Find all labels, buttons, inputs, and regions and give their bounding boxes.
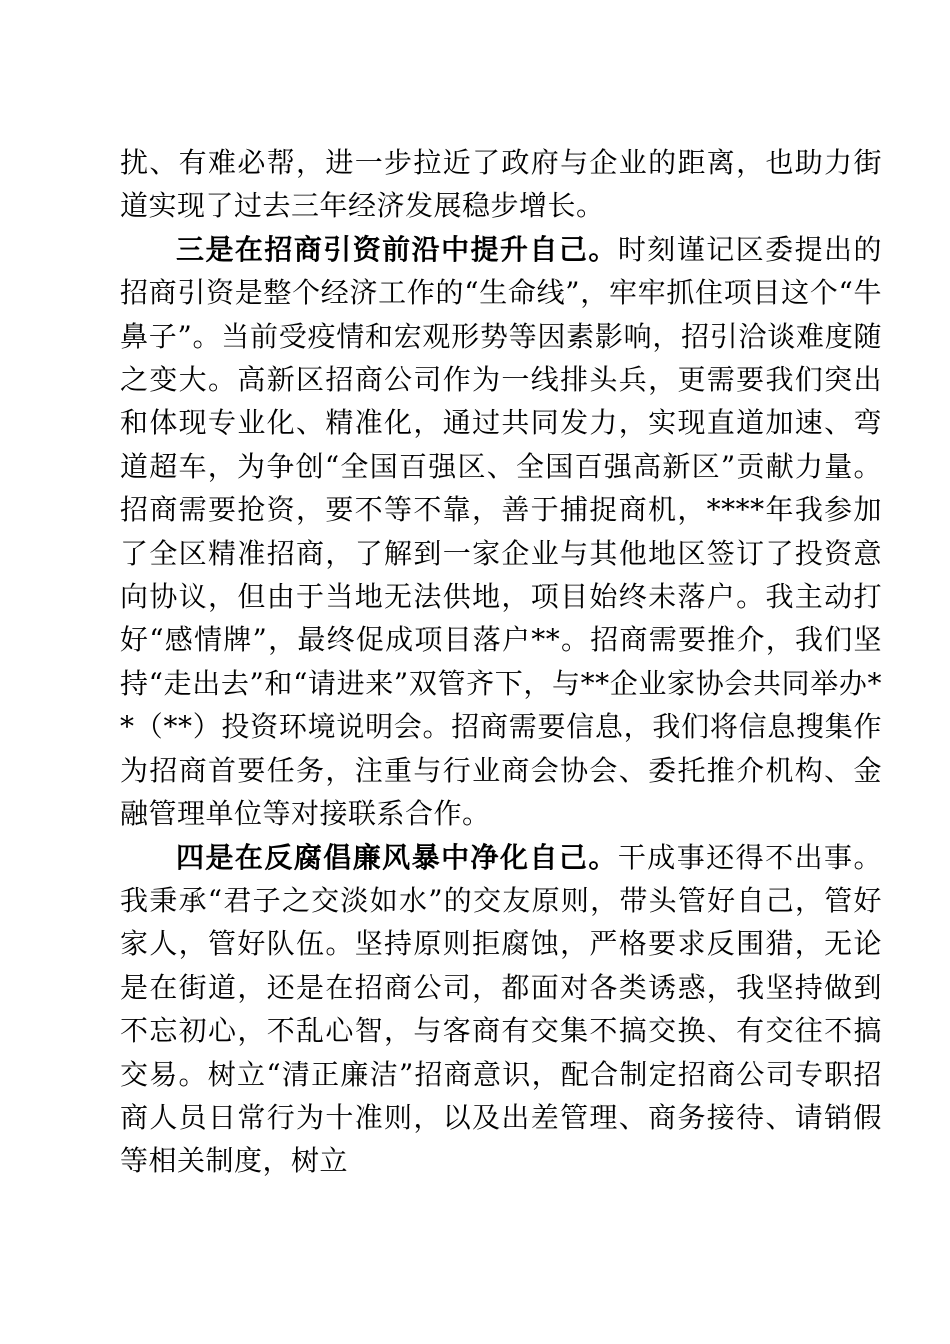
paragraph-continuation xyxy=(120,141,882,228)
paragraph-lead: 四是在反腐倡廉风暴中净化自己。 xyxy=(176,840,618,874)
paragraph-point-four xyxy=(120,836,882,1183)
paragraph-text: 干成事还得不出事。我秉承“君子之交淡如水”的交友原则，带头管好自己，管好家人，管好队伍。坚持原则拒腐蚀，严格要求反围猎，无论是在街道，还是在招商公司，都面对各类诱惑，我坚持做到不忘初心，不乱心智，与客商有交集不搞交换、有交往不搞交易。树立“清正廉洁”招商意识，配合制定招商公司专职招商人员日常行为十准则，以及出差管理、商务接待、请销假等相关制度，树立 xyxy=(120,840,882,1178)
paragraph-text: 时刻谨记区委提出的招商引资是整个经济工作的“生命线”，牢牢抓住项目这个“牛鼻子”。当前受疫情和宏观形势等因素影响，招引洽谈难度随之变大。高新区招商公司作为一线排头兵，更需要我们突出和体现专业化、精准化，通过共同发力，实现直道加速、弯道超车，为争创“全国百强区、全国百强高新区”贡献力量。招商需要抢资，要不等不靠，善于捕捉商机，****年我参加了全区精准招商，了解到一家企业与其他地区签订了投资意向协议，但由于当地无法供地，项目始终未落户。我主动打好“感情牌”，最终促成项目落户**。招商需要推介，我们坚持“走出去”和“请进来”双管齐下，与**企业家协会共同举办**（**）投资环境说明会。招商需要信息，我们将信息搜集作为招商首要任务，注重与行业商会协会、委托推介机构、金融管理单位等对接联系合作。 xyxy=(120,232,882,831)
document-body xyxy=(120,141,882,1183)
paragraph-text: 扰、有难必帮，进一步拉近了政府与企业的距离，也助力街道实现了过去三年经济发展稳步增长。 xyxy=(120,146,882,223)
paragraph-lead: 三是在招商引资前沿中提升自己。 xyxy=(176,232,618,266)
paragraph-point-three xyxy=(120,228,882,836)
